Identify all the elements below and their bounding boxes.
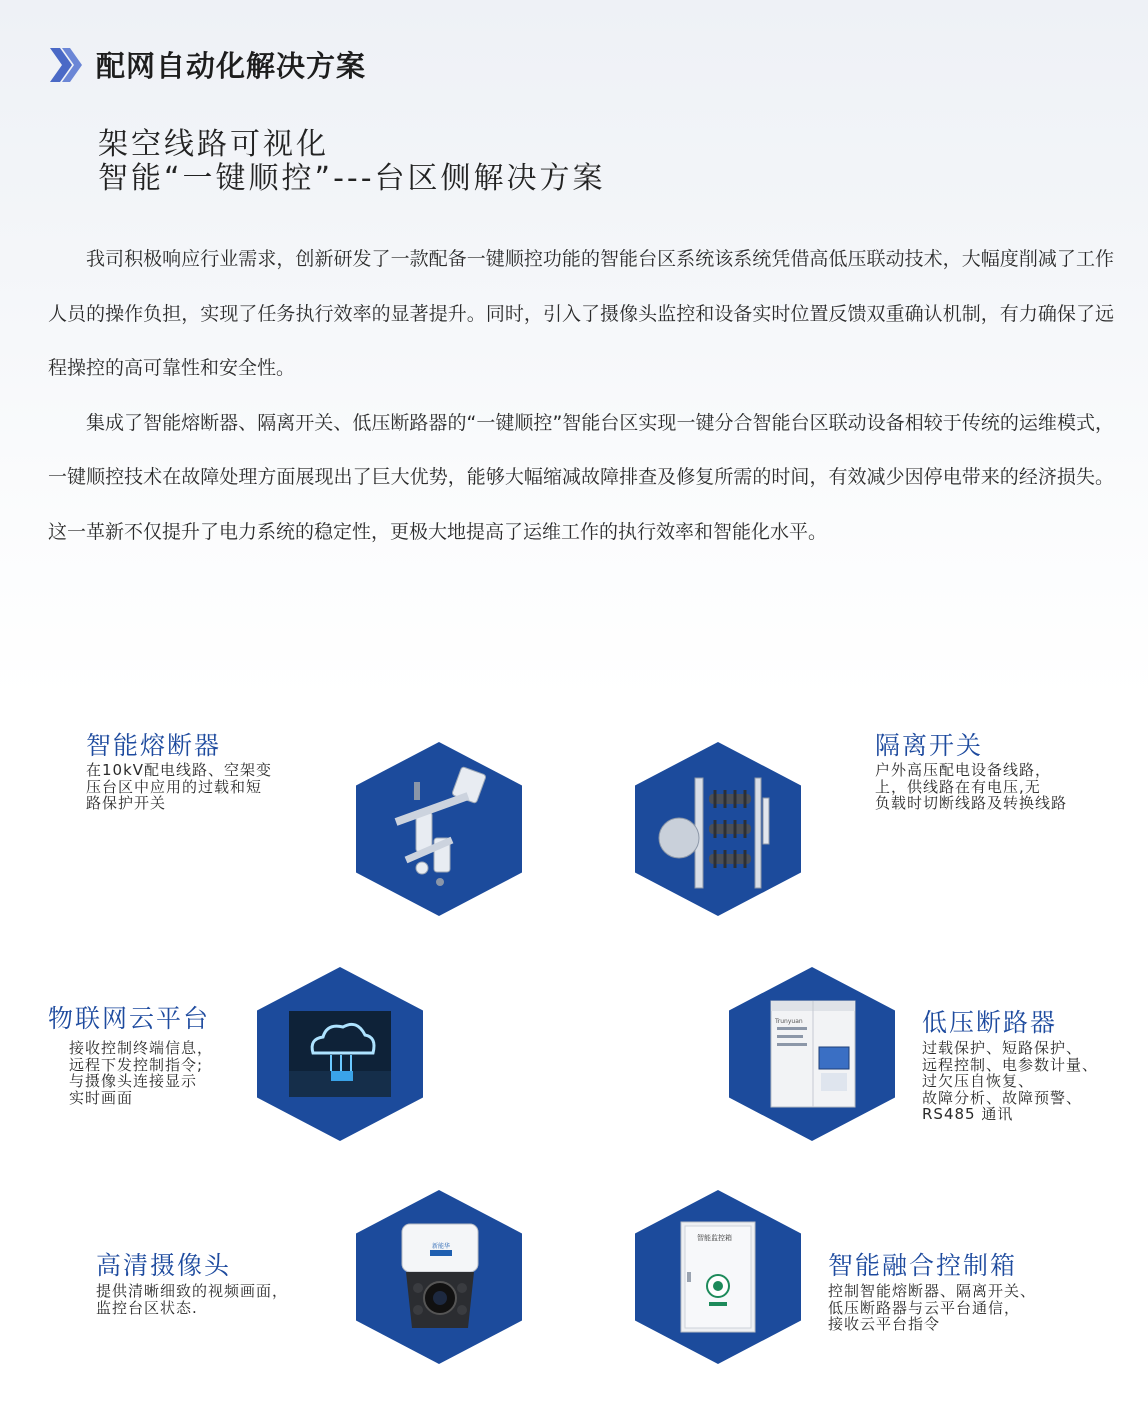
box-hexagon xyxy=(635,1190,801,1364)
feature-cloud-desc: 接收控制终端信息， 远程下发控制指令; 与摄像头连接显示 实时画面 xyxy=(69,1039,214,1107)
breaker-hexagon xyxy=(729,967,895,1141)
feature-breaker-desc: 过载保护、短路保护、 远程控制、电参数计量、 过欠压自恢复、 故障分析、故障预警、 RS485 通讯 xyxy=(922,1039,1099,1123)
camera-hexagon xyxy=(356,1190,522,1364)
feature-box-title: 智能融合控制箱 xyxy=(828,1251,1018,1280)
camera-brand-label: 新能华 xyxy=(432,1243,451,1250)
page-title: 配网自动化解决方案 xyxy=(96,49,367,83)
cloud-platform-image xyxy=(257,967,423,1141)
paragraph-1: 我司积极响应行业需求，创新研发了一款配备一键顺控功能的智能台区系统该系统凭借高低压联动技术，大幅度削减了工作人员的操作负担，实现了任务执行效率的显著提升。同时，引入了摄像头监控和设备实时位置反馈双重确认机制，有力确保了远程操控的高可靠性和安全性。 xyxy=(48,248,1114,379)
feature-breaker-title: 低压断路器 xyxy=(922,1008,1058,1037)
feature-switch-title: 隔离开关 xyxy=(875,731,984,760)
control-box-image xyxy=(635,1190,801,1364)
feature-fuse-title: 智能熔断器 xyxy=(86,731,222,760)
cloud-hexagon xyxy=(257,967,423,1141)
feature-camera-desc: 提供清晰细致的视频画面， 监控台区状态. xyxy=(96,1282,289,1317)
fuse-hexagon xyxy=(356,742,522,916)
double-chevron-icon xyxy=(48,46,84,84)
feature-box-desc: 控制智能熔断器、隔离开关、 低压断路器与云平台通信， 接收云平台指令 xyxy=(828,1282,1037,1333)
intro-text xyxy=(48,232,1114,559)
feature-switch-desc: 户外高压配电设备线路， 上，供线路在有电压,无 负载时切断线路及转换线路 xyxy=(875,761,1068,812)
page-header xyxy=(48,44,366,85)
feature-camera-title: 高清摄像头 xyxy=(96,1251,232,1280)
feature-fuse-desc: 在10kV配电线路、空架变 压台区中应用的过载和短 路保护开关 xyxy=(86,761,273,812)
subtitle-line-1: 架空线路可视化 xyxy=(98,127,329,162)
paragraph-2: 集成了智能熔断器、隔离开关、低压断路器的“一键顺控”智能台区实现一键分合智能台区联动设备相较于传统的运维模式，一键顺控技术在故障处理方面展现出了巨大优势，能够大幅缩减故障排查及修复所需的时间，有效减少因停电带来的经济损失。这一革新不仅提升了电力系统的稳定性，更极大地提高了运维工作的执行效率和智能化水平。 xyxy=(48,411,1114,543)
subtitle-line-2: 智能“一键顺控”---台区侧解决方案 xyxy=(98,161,606,196)
feature-cloud-title: 物联网云平台 xyxy=(48,1004,211,1033)
switch-hexagon xyxy=(635,742,801,916)
breaker-image xyxy=(729,967,895,1141)
breaker-brand-label: Trunyuan xyxy=(775,1018,803,1025)
control-box-label: 智能监控箱 xyxy=(697,1234,732,1242)
fuse-image xyxy=(356,742,522,916)
camera-image xyxy=(356,1190,522,1364)
isolating-switch-image xyxy=(635,742,801,916)
subtitle xyxy=(98,128,606,196)
